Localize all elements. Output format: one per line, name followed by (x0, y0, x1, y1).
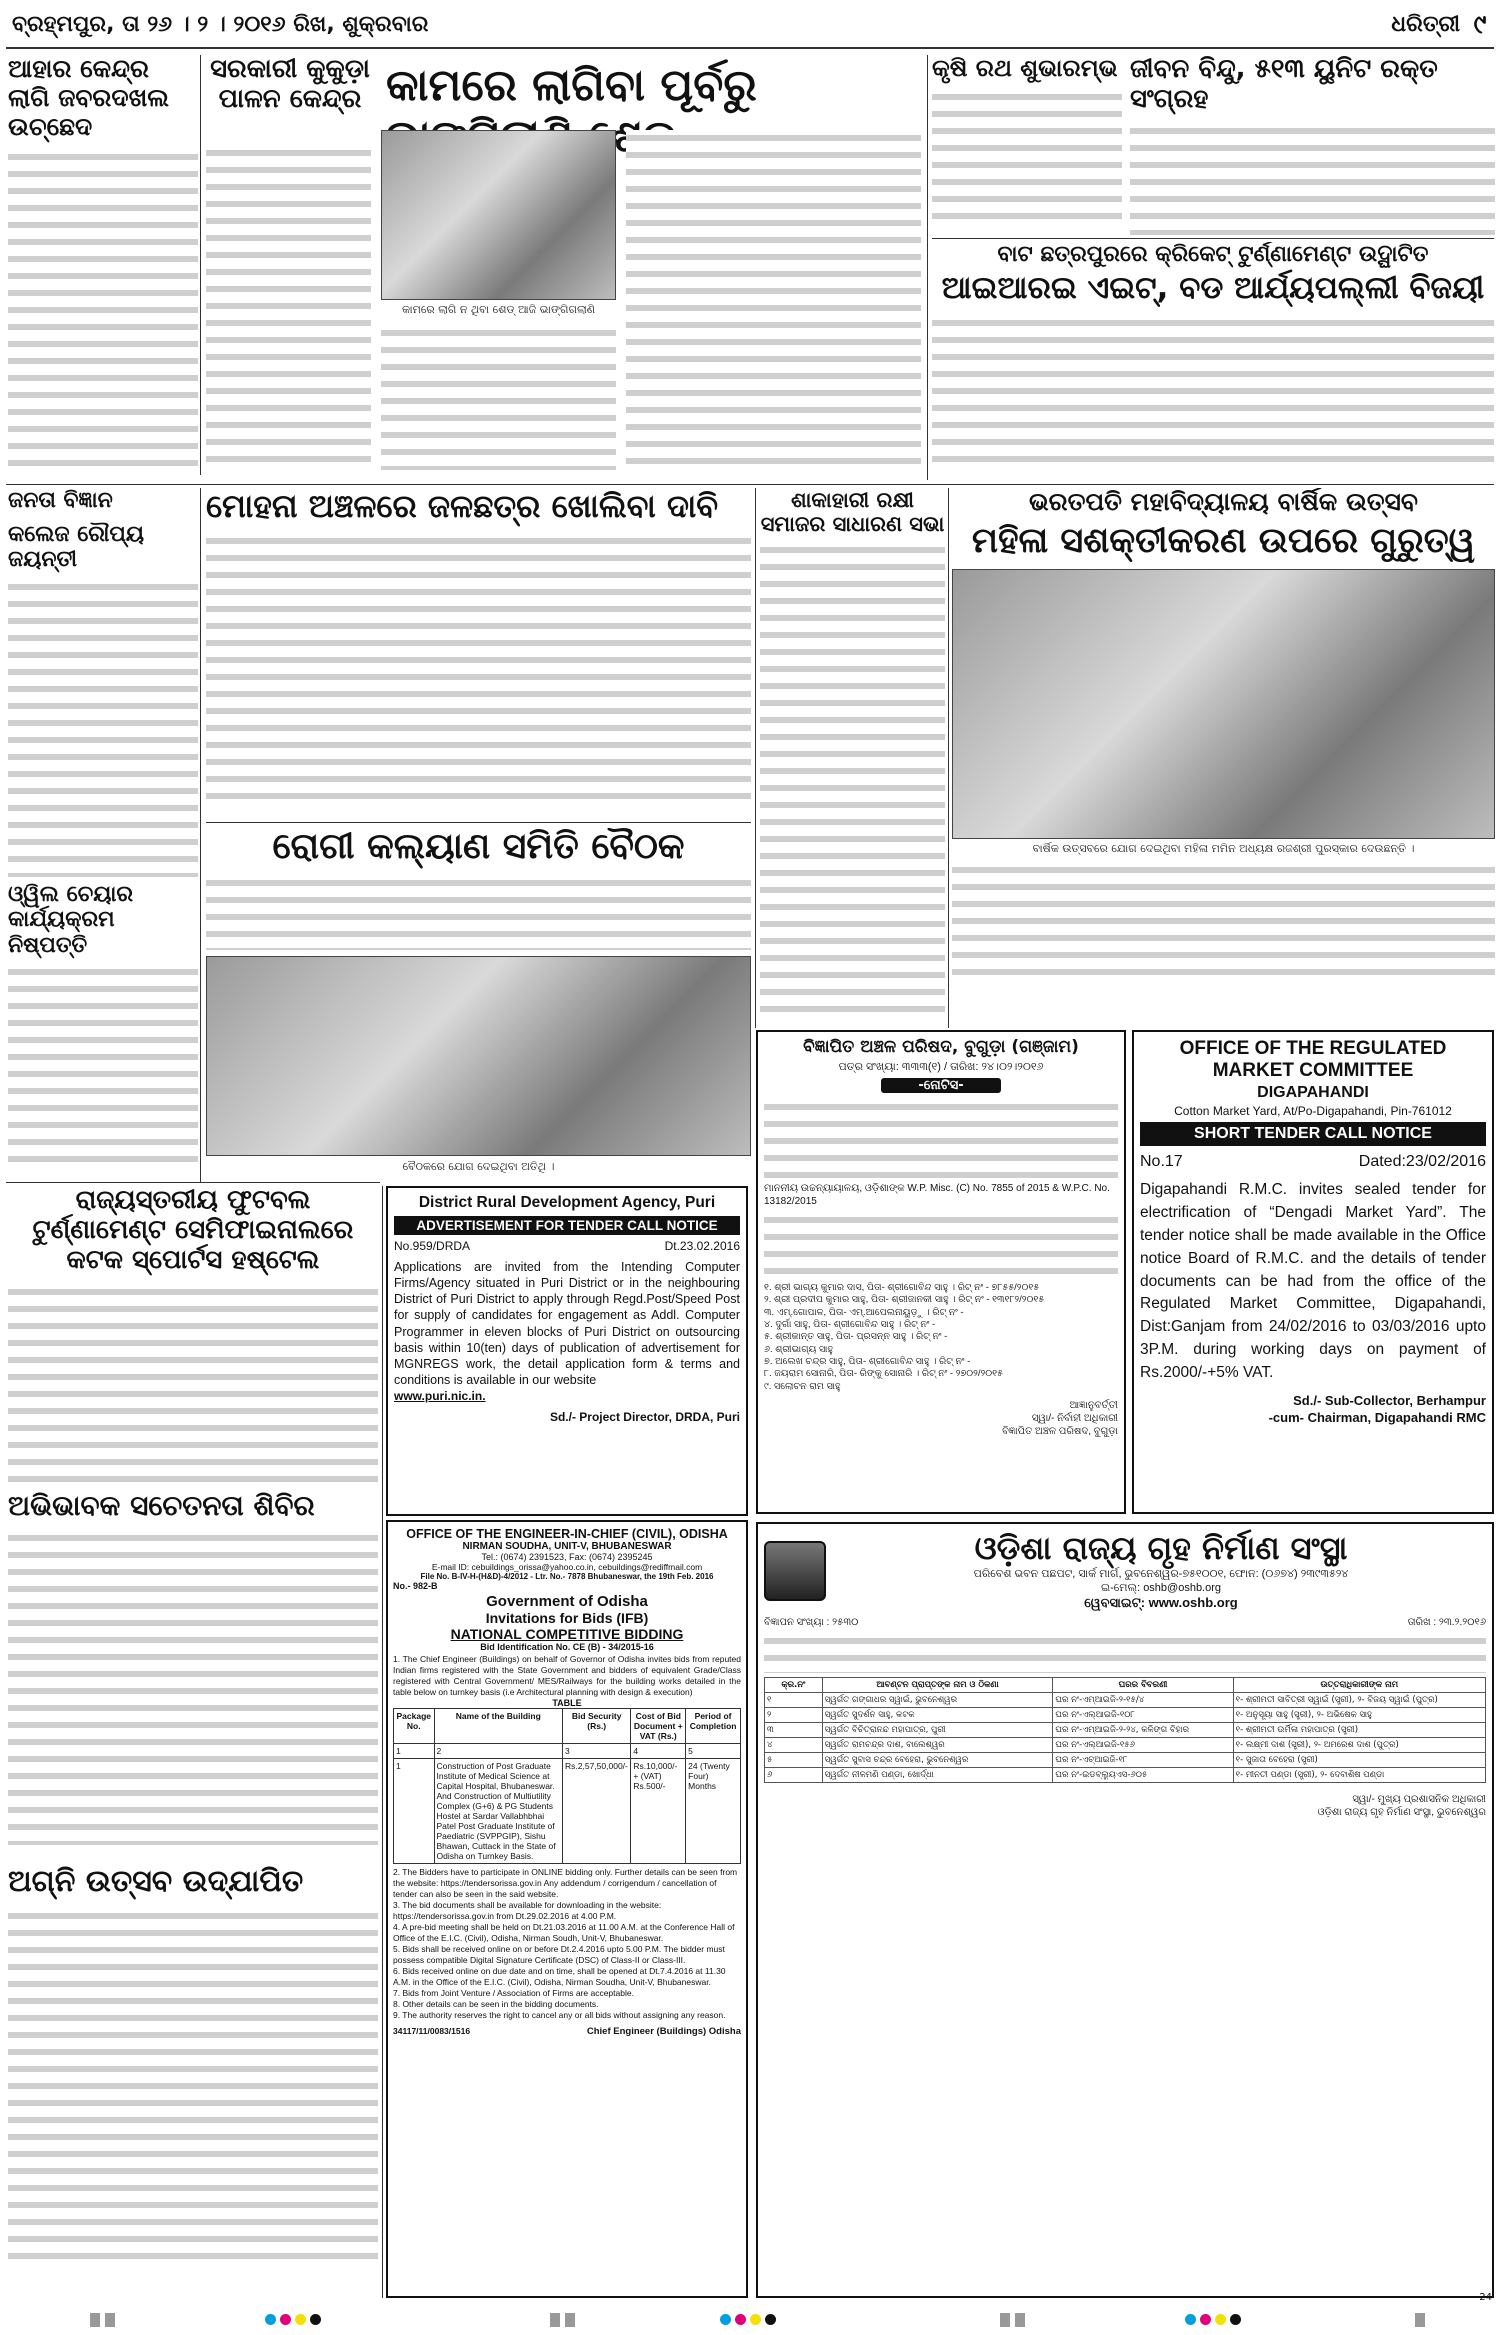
eic-clause: 3. The bid documents shall be available for downloading in the website: https://tendersorissa.gov.in from Dt.29.02.2016 at 4.00 P.M. (393, 1900, 662, 1922)
article-bharatpati (952, 488, 1495, 1023)
section-rule (6, 1182, 380, 1183)
table-cell: ୩ (765, 1723, 823, 1738)
headline: କଲେଜ ରୌପ୍ୟ ଜୟନ୍ତୀ (8, 522, 145, 573)
table-header: Name of the Building (434, 1708, 563, 1743)
column-rule (927, 55, 928, 480)
eic-signature: Chief Engineer (Buildings) Odisha (586, 2025, 741, 2037)
photo-caption: ବୈଠକରେ ଯୋଗ ଦେଇଥିବା ଅତିଥି । (402, 1160, 555, 1174)
yellow-dot (750, 2314, 761, 2325)
table-header: Package No. (394, 1708, 435, 1743)
rmc-address: Cotton Market Yard, At/Po-Digapahandi, Pin-761012 (1174, 1104, 1452, 1118)
headline: ଓ୍ୱିଲ ଚେୟାର କାର୍ଯ୍ୟକ୍ରମ ନିଷ୍ପତ୍ତି (8, 882, 134, 958)
article-body (1130, 123, 1495, 235)
article-body (206, 145, 371, 470)
table-num: 4 (631, 1743, 686, 1758)
rmc-sign: Sd./- Sub-Collector, Berhampur (1293, 1393, 1486, 1409)
cyan-dot (265, 2314, 276, 2325)
magenta-dot (735, 2314, 746, 2325)
article-sakahari (760, 488, 945, 1028)
oshb-website[interactable]: ୱେବସାଇଟ୍: www.oshb.org (1084, 1595, 1238, 1611)
event-photo (952, 569, 1495, 839)
rmc-office: OFFICE OF THE REGULATED MARKET COMMITTEE (1179, 1038, 1447, 1081)
eic-address: NIRMAN SOUDHA, UNIT-V, BHUBANESWAR (462, 1541, 672, 1552)
article-body (8, 964, 198, 1172)
oshb-title: ଓଡ଼ିଶା ରାଜ୍ୟ ଗୃହ ନିର୍ମାଣ ସଂସ୍ଥା (974, 1529, 1348, 1567)
article-food-center (8, 55, 198, 475)
article-body (381, 325, 616, 470)
table-row (765, 1708, 1486, 1723)
nac-sign: ସ୍ୱା/- ନିର୍ବାହୀ ଅଧିକାରୀ (1031, 1412, 1118, 1424)
table-cell: ସ୍ୱର୍ଗତ ସୁଦର୍ଶନ ସାହୁ, କଟକ (822, 1708, 1053, 1723)
table-row (765, 1768, 1486, 1783)
table-header: ଉତ୍ତରାଧିକାରୀଙ୍କ ନାମ (1233, 1678, 1485, 1693)
registration-square (550, 2313, 560, 2327)
notice-body (764, 1212, 1118, 1282)
eic-no: No.- 982-B (393, 1581, 438, 1591)
eic-office: OFFICE OF THE ENGINEER-IN-CHIEF (CIVIL), ODISHA (406, 1527, 728, 1541)
table-cell: ୨ (765, 1708, 823, 1723)
drda-agency: District Rural Development Agency, Puri (418, 1194, 716, 1211)
table-header: Cost of Bid Document + VAT (Rs.) (631, 1708, 686, 1743)
black-dot (765, 2314, 776, 2325)
article-body (952, 862, 1495, 982)
black-dot (1230, 2314, 1241, 2325)
table-cell: ସ୍ୱର୍ଗତ ରାମଚନ୍ଦ୍ର ଦାଶ, ବାଲେଶ୍ୱର (822, 1738, 1053, 1753)
headline: ଆହାର କେନ୍ଦ୍ର ଲାଗି ଜବରଦଖଲ ଉଚ୍ଛେଦ (8, 55, 170, 141)
table-header: ଘରର ବିବରଣୀ (1053, 1678, 1233, 1693)
nac-list-item: ୫. ଶ୍ରୀକାନ୍ତ ସାହୁ, ପିତା- ପ୍ରସନ୍ନ ସାହୁ । ରିଟ୍ ନଂ - (764, 1331, 948, 1343)
kicker: ସରକାରୀ କୁକୁଡ଼ା ପାଳନ କେନ୍ଦ୍ର (210, 55, 370, 114)
eic-government: Government of Odisha (486, 1592, 648, 1610)
eic-ncb: NATIONAL COMPETITIVE BIDDING (450, 1625, 684, 1642)
table-num: 3 (563, 1743, 631, 1758)
table-cell: ୪ (765, 1738, 823, 1753)
section-rule (6, 484, 1494, 485)
article-body (8, 1530, 378, 1845)
table-num: 1 (394, 1743, 435, 1758)
article-cricket (932, 242, 1494, 477)
magenta-dot (1200, 2314, 1211, 2325)
eic-tel: Tel.: (0674) 2391523, Fax: (0674) 2395245 (481, 1552, 653, 1562)
rmc-body: Digapahandi R.M.C. invites sealed tender for electrification of “Dengadi Market Yard”. The tender notice shall be made available in the Office notice Board of R.M.C. and the details of tender documents can be had from the office of the Regulated Market Committee, Digapahandi, Dist:Ganjam from 24/02/2016 to 03/03/2016 upto 3P.M. during working days on payment of Rs.2000/-+5% VAT. (1140, 1180, 1486, 1382)
black-dot (310, 2314, 321, 2325)
nac-list-item: ୩. ଏମ୍.ଗୋପାଳ, ପିତା- ଏମ୍.ଆପେଲନାୟୁଡ଼ୁ । ରିଟ୍ ନଂ - (764, 1306, 964, 1318)
drda-date: Dt.23.02.2016 (664, 1239, 740, 1253)
headline: ଅଭିଭାବକ ସଚେତନତା ଶିବିର (8, 1490, 315, 1522)
eic-clause: 2. The Bidders have to participate in ONLINE bidding only. Further details can be seen from the website: https://tendersorissa.gov.in Any addendum / corrigendum / cancellation of tender can also be seen in the said website. (393, 1866, 738, 1899)
table-row (394, 1758, 741, 1863)
article-blood-donation (1130, 55, 1495, 235)
table-cell: ୧- ଶ୍ରୀମତୀ ସାବିତ୍ରୀ ସ୍ୱାଇଁ (ସ୍ତ୍ରୀ), ୨- ବିଜୟ ସ୍ୱାଇଁ (ପୁତ୍ର) (1233, 1693, 1485, 1708)
article-body (626, 130, 921, 470)
oshb-sign: ଓଡ଼ିଶା ରାଜ୍ୟ ଗୃହ ନିର୍ମାଣ ସଂସ୍ଥା, ଭୁବନେଶ୍ୱର (1317, 1807, 1486, 1819)
headline: ଆଇଆରଇ ଏଇଟ୍, ବଡ ଆର୍ଯ୍ୟପଲ୍ଲୀ ବିଜୟୀ (941, 270, 1485, 307)
article-football (8, 1186, 378, 1486)
drda-body: Applications are invited from the Intending Computer Firms/Agency situated in Puri District or in the neighbouring District of Puri District to apply through Regd.Post/Speed Post for supply of candidates for engagement as Addl. Computer Programmer in eleven blocks of Puri District on outsourcing basis within 10(ten) days of publication of advertisement for MGNREGS work, the detail application form & terms and conditions is available in our website (394, 1259, 740, 1388)
eic-clause: 5. Bids shall be received online on or before Dt.2.4.2016 upto 5.00 P.M. The bidder must possess compatible Digital Signature Certificate (DSC) of Class-II or Class-III. (393, 1944, 725, 1966)
eic-email: E-mail ID: cebuildings_orissa@yahoo.co.in, cebuildings@rediffmail.com (431, 1562, 703, 1572)
table-cell: ସ୍ୱର୍ଗତ ସୁବାସ ଚନ୍ଦ୍ର ବେହେରା, ଭୁବନେଶ୍ୱର (822, 1753, 1053, 1768)
article-rogi-kalyan (206, 826, 751, 1181)
table-header: ଆବଣ୍ଟନ ପ୍ରାପ୍ତଙ୍କ ନାମ ଓ ଠିକଣା (822, 1678, 1053, 1693)
eic-clause: 4. A pre-bid meeting shall be held on Dt.21.03.2016 at 11.00 A.M. at the Conference Hall of Office of the E.I.C. (Civil), Odisha, Nirman Soudh, Unit-V, Bhubaneswar. (393, 1922, 735, 1944)
page-marker: 24 (1479, 2292, 1492, 2303)
headline: ଅଗ୍ନି ଉତ୍ସବ ଉଦ୍ଯାପିତ (8, 1865, 304, 1899)
headline: ରାଜ୍ୟସ୍ତରୀୟ ଫୁଟବଲ ଟୁର୍ଣ୍ଣାମେଣ୍ଟ ସେମିଫାଇନାଲରେ କଟକ ସ୍ପୋର୍ଟସ ହଷ୍ଟେଲ (32, 1186, 354, 1275)
nac-ref: ପତ୍ର ସଂଖ୍ୟା: ୩୩୩(୧) / ତାରିଖ: ୨୪।୦୨।୨୦୧୬ (838, 1060, 1044, 1073)
article-body (8, 1284, 378, 1484)
table-header: Bid Security (Rs.) (563, 1708, 631, 1743)
eic-clause: 8. Other details can be seen in the bidding documents. (393, 1999, 599, 2010)
table-header: କ୍ର.ନଂ (765, 1678, 823, 1693)
table-cell: ଘର ନଂ-ଏଲ୍ଆଇଜି-୧୫୬ (1053, 1738, 1233, 1753)
eic-bid-id: Bid Identification No. CE (B) - 34/2015-16 (480, 1641, 654, 1652)
article-krushi-ratha (932, 55, 1122, 235)
article-college-jayanti (8, 522, 198, 877)
rmc-date: Dated:23/02/2016 (1358, 1153, 1486, 1170)
table-cell: ୧ (765, 1693, 823, 1708)
eic-clause: 9. The authority reserves the right to cancel any or all bids without assigning any reason. (393, 2010, 726, 2021)
eic-clause: 7. Bids from Joint Venture / Association of Firms are acceptable. (393, 1988, 634, 1999)
poultry-shed-photo (381, 130, 616, 300)
table-cell: ୧- ଅନୁସୂୟା ସାହୁ (ସ୍ତ୍ରୀ), ୨- ଅଭିଷେକ ସାହୁ (1233, 1708, 1485, 1723)
nac-case-ref: ମାନନୀୟ ଉଚ୍ଚନ୍ୟାୟାଳୟ, ଓଡ଼ିଶାଙ୍କ W.P. Misc. (C) No. 7855 of 2015 & W.P.C. No. 13182/2015 (764, 1182, 1110, 1207)
oshb-sign: ସ୍ୱା/- ମୁଖ୍ୟ ପ୍ରଶାସନିକ ଅଧିକାରୀ (1352, 1794, 1486, 1806)
eic-table-label: TABLE (552, 1697, 582, 1708)
table-row (765, 1723, 1486, 1738)
registration-square (1000, 2313, 1010, 2327)
table-cell: Construction of Post Graduate Institute of Medical Science at Capital Hospital, Bhubaneswar. And Construction of Multiutility Complex (G+6) & PG Students Hostel at Sardar Vallabhbhai Patel Post Graduate Institute of Paediatric (SVPPGIP), Sishu Bhawan, Cuttack in the State of Odisha on Turnkey Basis. (434, 1758, 563, 1863)
oshb-date: ତାରିଖ : ୨୩.୨.୨୦୧୬ (1407, 1617, 1486, 1629)
rmc-place: DIGAPAHANDI (1257, 1084, 1369, 1101)
eic-file-no: File No. B-IV-H-(H&D)-4/2012 - Ltr. No.- 7878 Bhubaneswar, the 19th Feb. 2016 (420, 1572, 714, 1581)
eic-footer-code: 34117/11/0083/1516 (393, 2025, 471, 2036)
ad-eic-ifb (386, 1520, 748, 2298)
table-cell: ୧- ସୁଜାତା ବେହେରା (ସ୍ତ୍ରୀ) (1233, 1753, 1485, 1768)
photo-caption: କାମରେ ଲାଗି ନ ଥିବା ଶେଡ୍ ଆଜି ଭାଙ୍ଗିଗଲାଣି (401, 303, 596, 316)
eic-bid-table (393, 1708, 741, 1864)
drda-signature: Sd./- Project Director, DRDA, Puri (549, 1410, 740, 1425)
article-body (932, 315, 1494, 465)
registration-square (1015, 2313, 1025, 2327)
oshb-ad-no: ବିଜ୍ଞାପନ ସଂଖ୍ୟା : ୨୫୩୦ (764, 1617, 859, 1629)
table-cell: ଘର ନଂ-ଇଡବ୍ଲ୍ୟୁଏସ-୬୦୫ (1053, 1768, 1233, 1783)
headline: କୃଷି ରଥ ଶୁଭାରମ୍ଭ (932, 55, 1118, 82)
nac-sign: ବିଜ୍ଞାପିତ ଅଞ୍ଚଳ ପରିଷଦ, ବୁଗୁଡ଼ା (1002, 1425, 1118, 1437)
table-cell: ଘର ନଂ-ଏମ୍ଆଇଜି-୨-୧୫/୪ (1053, 1693, 1233, 1708)
nac-sign: ଆଜ୍ଞାନୁବର୍ତ୍ତୀ (1069, 1399, 1118, 1411)
eic-intro: 1. The Chief Engineer (Buildings) on behalf of Governor of Odisha invites bids from reputed Indian firms registered with the State Government and bidders of equivalent Grade/Class registered with Central Government/ MES/Railways for the building works detailed in the table below on turnkey basis (i.e Architectural planning with design & execution) (393, 1653, 741, 1697)
table-header: Period of Completion (686, 1708, 741, 1743)
eic-clause: 6. Bids received online on due date and on time, shall be opened at Dt.7.4.2016 at 11.30 A.M. in the Office of the E.I.C. (Civil), Odisha, Nirman Soudha, Unit-V, Bhubaneswar. (393, 1966, 726, 1988)
print-registration-marks (0, 2292, 1500, 2335)
table-num: 2 (434, 1743, 563, 1758)
rmc-sign: -cum- Chairman, Digapahandi RMC (1268, 1410, 1486, 1426)
nac-list-item: ୮. ଜୟରାମ ସୋନାରି, ପିତା- ରିଙ୍କୁ ସୋନାରି । ରିଟ୍ ନଂ - ୨୭୦୨/୨୦୧୫ (764, 1368, 1004, 1380)
nac-list-item: ୬. ଶ୍ରୀଭାଗ୍ୟ ସାହୁ (764, 1343, 833, 1355)
article-body (8, 579, 198, 877)
masthead-logo: ଧରିତ୍ରୀ (1391, 12, 1460, 37)
article-parents-camp (8, 1490, 378, 1860)
table-cell: ଘର ନଂ-ଏଲ୍ଆଇଜି-୧୦୮ (1053, 1708, 1233, 1723)
nac-list-item: ୪. ଦୁର୍ଗା ସାହୁ, ପିତା- ଶ୍ରୀଗୋବିନ୍ଦ ସାହୁ । ରିଟ୍ ନଂ - (764, 1318, 936, 1330)
ad-drda (386, 1186, 748, 1516)
article-wheelchair (8, 882, 198, 1172)
oshb-contact: ଇ-ମେଲ୍: oshb@oshb.org (1100, 1582, 1222, 1595)
photo-caption: ବାର୍ଷିକ ଉତ୍ସବରେ ଯୋଗ ଦେଇଥିବା ମହିଳା ମମିନ ଅଧ୍ୟକ୍ଷ ରଜଶ୍ରୀ ପୁରସ୍କାର ଦେଉଛନ୍ତି । (1032, 842, 1415, 855)
nac-list-item: ୨. ଶ୍ରୀ ପ୍ରଦୀପ କୁମାର ସାହୁ, ପିତା- ଶ୍ରୀଜାନକୀ ସାହୁ । ରିଟ୍ ନଂ - ୧୩୧୮୨/୨୦୧୫ (764, 1294, 1045, 1306)
article-poultry (206, 55, 924, 480)
cyan-dot (1185, 2314, 1196, 2325)
column-rule (382, 1186, 383, 2298)
oshb-intro (764, 1633, 1486, 1673)
table-num: 5 (686, 1743, 741, 1758)
oshb-logo (764, 1541, 826, 1601)
nac-list-item: ୭. ଅଲେଖ ଚନ୍ଦ୍ର ସାହୁ, ପିତା- ଶ୍ରୀଗୋବିନ୍ଦ ସାହୁ । ରିଟ୍ ନଂ - (764, 1355, 971, 1367)
article-body (8, 149, 198, 475)
article-agni (8, 1865, 378, 2295)
registration-square (565, 2313, 575, 2327)
rmc-no: No.17 (1140, 1153, 1183, 1170)
nac-list-item: ୯. ସଲୋଚନ ରାମ ସାହୁ (764, 1380, 841, 1392)
nac-notice-banner: -ନୋଟିସ- (881, 1078, 1001, 1093)
table-cell: 1 (394, 1758, 435, 1863)
drda-notice-no: No.959/DRDA (394, 1239, 471, 1253)
column-rule (200, 488, 201, 1183)
oshb-address: ପରିବେଶ ଭବନ ପଛପଟ, ସାର୍କ ମାର୍ଗ, ଭୁବନେଶ୍ୱର-୭୫୧୦୦୧, ଫୋନ: (୦୬୭୪) ୨୩୯୩୫୨୪ (973, 1567, 1349, 1580)
headline: ମୋହନା ଅଞ୍ଚଳରେ ଜଳଛତ୍ର ଖୋଲିବା ଦାବି (206, 488, 719, 525)
headline: ରୋଗୀ କଲ୍ୟାଣ ସମିତି ବୈଠକ (272, 826, 685, 867)
drda-banner: ADVERTISEMENT FOR TENDER CALL NOTICE (394, 1216, 740, 1235)
page-number: ୯ (1473, 10, 1487, 40)
drda-website[interactable]: www.puri.nic.in. (394, 1388, 486, 1403)
table-cell: ସ୍ୱର୍ଗତ ଗଙ୍ଗାଧର ସ୍ୱାଇଁ, ଭୁବନେଶ୍ୱର (822, 1693, 1053, 1708)
table-cell: ୫ (765, 1753, 823, 1768)
headline: ଶାକାହାରୀ ରକ୍ଷୀ ସମାଜର ସାଧାରଣ ସଭା (760, 488, 945, 537)
article-body (8, 1908, 378, 2268)
eic-ifb: Invitations for Bids (IFB) (485, 1609, 649, 1626)
article-body (760, 542, 945, 1012)
article-mohana (206, 488, 751, 818)
masthead-dateline: ବ୍ରହ୍ମପୁର, ତା ୨୬ । ୨ । ୨୦୧୬ ରିଖ, ଶୁକ୍ରବାର (12, 12, 429, 37)
table-cell: ସ୍ୱର୍ଗତ ବିଚିତ୍ରାନନ୍ଦ ମହାପାତ୍ର, ପୁରୀ (822, 1723, 1053, 1738)
table-cell: Rs.10,000/- + (VAT) Rs.500/- (631, 1758, 686, 1863)
article-body (932, 89, 1122, 229)
article-body (206, 533, 751, 803)
column-rule (200, 55, 201, 475)
masthead-rule (6, 47, 1494, 49)
table-cell: ୬ (765, 1768, 823, 1783)
table-cell: ୧- ଲକ୍ଷ୍ମୀ ଦାଶ (ସ୍ତ୍ରୀ), ୨- ଅମରେଶ ଦାଶ (ପୁତ୍ର) (1233, 1738, 1485, 1753)
table-cell: ଘର ନଂ-ଏମ୍ଆଇଜି-୨-୨୪, କଳିଙ୍ଗ ବିହାର (1053, 1723, 1233, 1738)
cyan-dot (720, 2314, 731, 2325)
table-cell: 24 (Twenty Four) Months (686, 1758, 741, 1863)
section-rule (206, 822, 751, 823)
registration-square (90, 2313, 100, 2327)
table-row (765, 1753, 1486, 1768)
ad-nac-notice (756, 1030, 1126, 1514)
table-cell: ଘର ନଂ-ଏଚ୍ଆଇଜି-୧୮ (1053, 1753, 1233, 1768)
headline: ଜୀବନ ବିନ୍ଦୁ, ୫୧୩ ୟୁନିଟ ରକ୍ତ ସଂଗ୍ରହ (1130, 55, 1438, 114)
magenta-dot (280, 2314, 291, 2325)
ad-rmc (1132, 1030, 1494, 1514)
yellow-dot (1215, 2314, 1226, 2325)
meeting-photo (206, 956, 751, 1156)
ad-oshb (756, 1522, 1494, 2298)
headline: କାମରେ ଲାଗିବା ପୂର୍ବରୁ (386, 60, 757, 111)
table-cell: ୧- ମୀନତୀ ପଣ୍ଡା (ସ୍ତ୍ରୀ), ୨- ଦେବାଶିଷ ପଣ୍ଡା (1233, 1768, 1485, 1783)
article-body (206, 875, 751, 950)
table-cell: Rs.2,57,50,000/- (563, 1758, 631, 1863)
section-rule (932, 238, 1494, 239)
registration-square (1415, 2313, 1425, 2327)
table-row (765, 1693, 1486, 1708)
kicker: ବାଟ ଛତ୍ରପୁରରେ କ୍ରିକେଟ୍ ଟୁର୍ଣ୍ଣାମେଣ୍ଟ ଉଦ୍ଘାଟିତ (997, 242, 1429, 267)
oshb-table (764, 1677, 1486, 1783)
table-cell: ୧- ଶ୍ରୀମତୀ ଉର୍ମିଳା ମହାପାତ୍ର (ସ୍ତ୍ରୀ) (1233, 1723, 1485, 1738)
notice-body (764, 1099, 1118, 1179)
table-cell: ସ୍ୱର୍ଗତ ନୀଳମଣି ପଣ୍ଡା, ଖୋର୍ଦ୍ଧା (822, 1768, 1053, 1783)
yellow-dot (295, 2314, 306, 2325)
janata-vigyan-label: ଜନତା ବିଜ୍ଞାନ (8, 488, 113, 513)
column-rule (948, 488, 949, 1028)
registration-square (105, 2313, 115, 2327)
column-rule (755, 488, 756, 1028)
table-row (765, 1738, 1486, 1753)
headline: ମହିଳା ସଶକ୍ତୀକରଣ ଉପରେ ଗୁରୁତ୍ୱ (971, 520, 1476, 561)
nac-title: ବିଜ୍ଞାପିତ ଅଞ୍ଚଳ ପରିଷଦ, ବୁଗୁଡ଼ା (ଗଞ୍ଜାମ) (803, 1037, 1079, 1057)
rmc-banner: SHORT TENDER CALL NOTICE (1140, 1122, 1486, 1146)
kicker: ଭରତପତି ମହାବିଦ୍ୟାଳୟ ବାର୍ଷିକ ଉତ୍ସବ (1029, 488, 1418, 516)
nac-list-item: ୧. ଶ୍ରୀ ଭାଗ୍ୟ କୁମାର ଦାସ, ପିତା- ଶ୍ରୀଗୋବିନ୍ଦ ସାହୁ । ରିଟ୍ ନଂ - ୭୮୫୫/୨୦୧୫ (764, 1281, 1040, 1293)
